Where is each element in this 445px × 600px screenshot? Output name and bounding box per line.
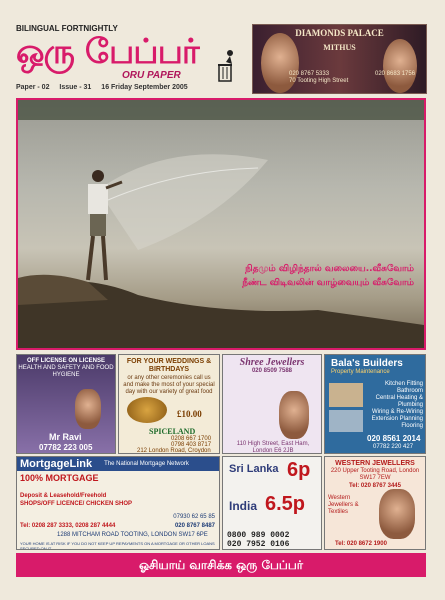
ad-phone-alt: 020 8767 8487 <box>174 523 215 529</box>
ad-phone: 020 8509 7588 <box>251 368 293 374</box>
masthead-english-title: ORU PAPER <box>122 70 181 81</box>
balas-builders-ad <box>324 354 426 454</box>
ad-phone: 020 8683 1756 <box>375 71 416 77</box>
footer-slogan: ஓசியாய் வாசிக்க ஒரு பேப்பர் <box>16 553 426 577</box>
service-item: Wiring & Re-Wiring <box>371 409 423 415</box>
western-jewellers-ad <box>324 456 426 550</box>
ad-phone: 020 8767 5333 <box>289 71 330 77</box>
ad-address: 110 High Street, East Ham, London E6 2JB <box>236 441 310 454</box>
ad-address: 70 Tooting High Street <box>289 78 349 84</box>
ad-title: Bala's Builders <box>331 358 403 369</box>
ad-tagline: The National Mortgage Network <box>104 460 189 467</box>
contact-phone: 07782 223 005 <box>39 443 93 452</box>
model-photo <box>279 391 309 439</box>
person-photo <box>75 389 101 429</box>
food-plate-icon <box>127 397 167 423</box>
ad-headline: 100% MORTGAGE <box>20 473 99 483</box>
ad-phone: Tel: 020 8767 3445 <box>349 483 401 489</box>
access-number-2: 020 7952 0106 <box>227 540 290 549</box>
ad-address: 212 London Road, Croydon <box>137 448 211 454</box>
rate-2: 6.5p <box>265 493 306 515</box>
service-item: Extension Planning <box>371 416 423 422</box>
ad-address: 220 Upper Tooting Road, London SW17 7EW <box>330 468 420 481</box>
ad-header: FOR YOUR WEDDINGS & BIRTHDAYS <box>126 358 212 373</box>
photo-caption-line2: நீண்ட விடிவலின் வாழ்வையும் வீசுவோம் <box>242 278 414 288</box>
model-photo <box>379 489 415 539</box>
room-photo <box>329 410 363 432</box>
ad-phone: 020 8561 2014 <box>367 434 421 443</box>
ad-body: or any other ceremonies call us and make the most of your special day with our variety of great food <box>123 375 215 395</box>
ad-banner <box>17 457 219 471</box>
issue-date: 16 Friday September 2005 <box>101 84 188 91</box>
ad-phone: 0798 403 8717 <box>171 442 212 448</box>
house-photo <box>329 383 363 407</box>
branch-name: Western Jewellers & Textiles <box>328 495 359 515</box>
ad-address: 1288 MITCHAM ROAD TOOTING, LONDON SW17 6PE <box>57 532 208 538</box>
ad-shops: SHOPS/OFF LICENCE/ CHICKEN SHOP <box>20 501 133 507</box>
fisherman-illustration <box>18 100 424 348</box>
ad-subheader: HEALTH AND SAFETY AND FOOD HYGIENE <box>18 365 114 378</box>
ad-price: £10.00 <box>177 409 202 419</box>
cover-photo <box>16 98 426 350</box>
ad-title: Shree Jewellers <box>239 357 305 368</box>
service-item: Central Heating & Plumbing <box>375 395 423 408</box>
contact-name: Mr Ravi <box>49 432 82 442</box>
masthead-title: ஒரு பேப்பர் <box>16 32 199 72</box>
tagline: BILINGUAL FORTNIGHTLY <box>16 24 118 33</box>
ad-phone: 0208 667 1700 <box>171 436 212 442</box>
spiceland-ad <box>118 354 220 454</box>
recycle-bin-icon <box>216 48 238 82</box>
destination-1: Sri Lanka <box>229 463 279 475</box>
off-license-ad <box>16 354 116 454</box>
ad-disclaimer: YOUR HOME IS AT RISK IF YOU DO NOT KEEP UP REPAYMENTS ON A MORTGAGE OR OTHER LOANS SECURED ON IT <box>20 541 215 550</box>
rate-1: 6p <box>287 459 311 481</box>
service-item: Flooring <box>401 423 423 429</box>
access-number-1: 0800 989 0002 <box>227 531 290 540</box>
ad-brand: SPICELAND <box>149 427 196 436</box>
shree-jewellers-ad <box>222 354 322 454</box>
diamonds-palace-ad <box>252 24 427 94</box>
ad-mobile: 07930 62 65 85 <box>173 514 215 520</box>
ad-brand: MortgageLink <box>20 458 93 470</box>
mortgagelink-ad <box>16 456 220 550</box>
branch-phone: Tel: 020 8672 1900 <box>335 541 387 547</box>
photo-caption-line1: நிதமும் விழிந்தால் வலையை..வீசுவோம் <box>245 264 414 274</box>
ad-phone: Tel: 0208 287 3333, 0208 287 4444 <box>20 523 116 529</box>
paper-number: Paper - 02 <box>16 84 50 91</box>
call-rates-ad <box>222 456 322 550</box>
ad-header: OFF LICENSE ON LICENSE <box>26 358 105 364</box>
services-list <box>367 381 423 430</box>
ad-subtitle: Property Maintenance <box>331 369 390 375</box>
ad-subtitle: MITHUS <box>323 43 356 52</box>
ad-mobile: 07782 220 427 <box>373 444 414 450</box>
service-item: Bathroom <box>396 388 423 394</box>
ad-title: DIAMONDS PALACE <box>295 28 384 38</box>
destination-2: India <box>229 499 258 513</box>
issue-number: Issue - 31 <box>59 84 92 91</box>
service-item: Kitchen Fitting <box>384 381 423 387</box>
ad-title: WESTERN JEWELLERS <box>335 460 415 467</box>
ad-deposit: Deposit & Leasehold/Freehold <box>20 493 107 499</box>
